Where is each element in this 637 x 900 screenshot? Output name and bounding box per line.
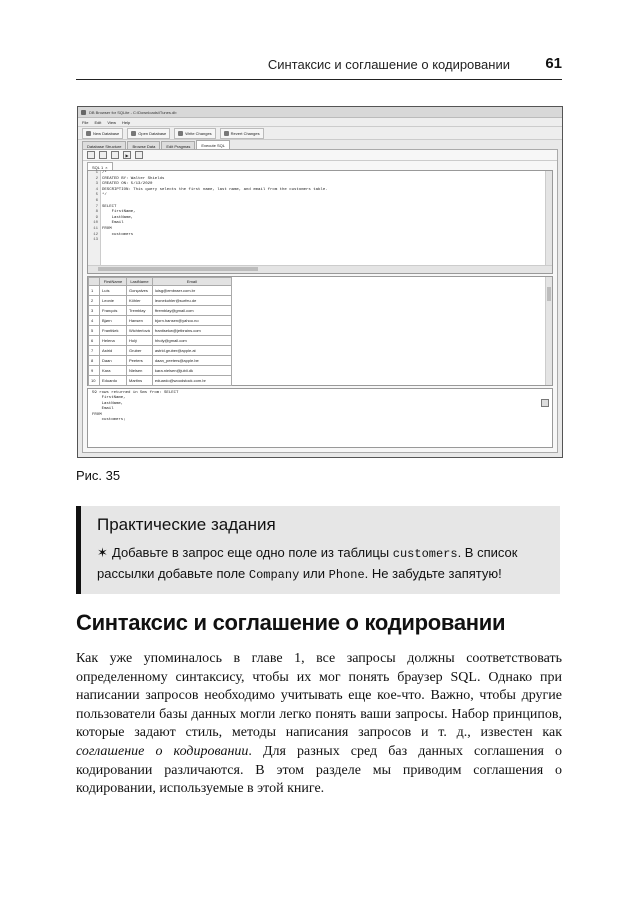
table-row[interactable] [89,306,232,316]
line-number: 7 [95,204,98,209]
table-cell[interactable]: Gruber [127,346,153,356]
practice-text: . Не забудьте запятую! [364,566,502,581]
line-number: 3 [95,182,98,187]
row-number: 6 [89,336,100,346]
body-paragraph [76,650,562,799]
sql-code [102,171,544,238]
table-row[interactable] [89,326,232,336]
row-number: 3 [89,306,100,316]
results-grid [87,276,553,386]
section-title: Синтаксис и соглашение о кодировании [76,610,506,635]
new-database-button[interactable] [82,128,123,139]
menu-help[interactable]: Help [121,119,131,125]
table-cell[interactable]: Peeters [127,356,153,366]
practice-text: . В список рассылки добавьте поле [97,545,518,581]
star-bullet-icon: ✶ [97,545,108,560]
menu-edit[interactable]: Edit [94,119,102,125]
sql-editor[interactable] [87,170,553,274]
open-database-icon [131,131,136,136]
table-cell[interactable]: Luís [100,286,127,296]
sql-toolbar [83,150,557,161]
code-line: */ [102,193,107,198]
practice-box [76,506,560,594]
line-number: 2 [95,176,98,181]
table-cell[interactable]: hholy@gmail.com [152,336,231,346]
code-line: SELECT [102,204,117,209]
row-number: 1 [89,286,100,296]
menu-file[interactable]: File [82,119,89,125]
app-icon [81,110,86,115]
table-cell[interactable]: Köhler [127,296,153,306]
line-number: 9 [95,215,98,220]
open-database-label: Open Database [138,130,167,136]
row-number: 9 [89,366,100,376]
table-cell[interactable]: Hansen [127,316,153,326]
table-cell[interactable]: Helena [100,336,127,346]
table-cell[interactable]: bjorn.hansen@yahoo.no [152,316,231,326]
table-cell[interactable]: leonekohler@surfeu.de [152,296,231,306]
table-cell[interactable]: ftremblay@gmail.com [152,306,231,316]
code-line: CREATED BY: Walter Shields [102,176,165,181]
table-row[interactable] [89,286,232,296]
message-line: Email [92,407,114,412]
code-line: customers [102,232,134,237]
practice-text: или [299,566,329,581]
table-header-row [89,278,232,286]
revert-changes-button[interactable] [220,128,264,139]
table-cell[interactable]: Martins [127,376,153,386]
window-title: DB Browser for SQLite - C:\Downloads\iTunes.db [89,109,177,115]
column-header [89,278,100,286]
revert-changes-label: Revert Changes [230,130,260,136]
close-icon[interactable]: × [105,164,108,170]
table-cell[interactable]: Nielsen [127,366,153,376]
revert-changes-icon [224,131,229,136]
code-line: CREATED ON: 5/13/2020 [102,182,153,187]
table-cell[interactable]: Gonçalves [127,286,153,296]
line-number: 5 [95,193,98,198]
inline-code: Phone [328,568,365,582]
line-number: 1 [95,171,98,175]
column-header[interactable]: FirstName [100,278,127,286]
emphasis-term: соглашение о кодировании [76,743,249,759]
editor-vertical-scrollbar[interactable] [545,171,552,265]
table-cell[interactable]: Holý [127,336,153,346]
table-cell[interactable]: František [100,326,127,336]
column-header[interactable]: Email [152,278,231,286]
line-number: 4 [95,187,98,192]
line-number: 8 [95,210,98,215]
message-line: 59 rows returned in 5ms from: SELECT [92,391,179,395]
row-number: 5 [89,326,100,336]
table-cell[interactable]: Kara [100,366,127,376]
table-cell[interactable]: François [100,306,127,316]
execute-icon[interactable]: ▶ [123,151,131,159]
tab-browse-data[interactable]: Browse Data [127,141,160,150]
code-line: FirstName, [102,210,136,215]
table-row[interactable] [89,296,232,306]
new-database-icon [86,131,91,136]
menu-bar [78,118,562,127]
row-number: 4 [89,316,100,326]
page-number: 61 [545,55,562,72]
paragraph-text: Как уже упоминалось в главе 1, все запросы должны соответствовать определенному синтаксису, чтобы их мог понять браузер SQL. Однако при написании запросов необходимо учитывать еще кое-что. Важно, чтобы другие пользователи базы данных могли легко понять ваши запросы. Набор принципов, которые задают стиль, методы написания запросов и т. д., известен как [76,651,562,741]
table-cell[interactable]: Bjørn [100,316,127,326]
message-line: LastName, [92,401,124,406]
paragraph-text: . Для разных сред баз данных соглашения о кодировании различаются. В этом разделе мы приводим соглашения о кодировании, используемые в этой книге. [76,743,562,797]
inline-code: customers [392,547,458,561]
code-line: FROM [102,226,112,231]
message-line: FirstName, [92,396,126,401]
tab-database-structure[interactable]: Database Structure [82,141,126,150]
new-database-label: New Database [93,130,120,136]
table-cell[interactable]: Wichterlová [127,326,153,336]
line-number: 13 [93,238,98,243]
tab-execute-sql[interactable]: Execute SQL [196,140,230,150]
execute-sql-panel [82,149,558,453]
clear-messages-button[interactable] [541,399,549,407]
running-head [76,55,562,80]
table-cell[interactable]: luisg@embraer.com.br [152,286,231,296]
code-line: LastName, [102,215,134,220]
figure-screenshot [77,106,563,458]
line-gutter [88,171,101,265]
table-cell[interactable]: astrid.gruber@apple.at [152,346,231,356]
row-number: 10 [89,376,100,386]
code-line: /* [102,171,107,175]
inline-code: Company [248,568,300,582]
table-cell[interactable]: Daan [100,356,127,366]
write-changes-icon [178,131,183,136]
table-cell[interactable]: kara.nielsen@jubii.dk [152,366,231,376]
code-line: Email [102,221,124,226]
table-cell[interactable]: Eduardo [100,376,127,386]
open-database-button[interactable] [127,128,170,139]
practice-title: Практические задания [97,515,276,534]
save-file-icon[interactable] [111,151,119,159]
open-tab-icon[interactable] [87,151,95,159]
table-cell[interactable]: Leonie [100,296,127,306]
message-line: customers; [92,417,126,422]
table-row[interactable] [89,366,232,376]
practice-item [97,543,547,585]
table-cell[interactable]: daan_peeters@apple.be [152,356,231,366]
running-title: Синтаксис и соглашение о кодировании [267,57,510,72]
tab-edit-pragmas[interactable]: Edit Pragmas [161,141,195,150]
code-line: DESCRIPTION: This query selects the first name, last name, and email from the customers table. [102,187,328,192]
editor-horizontal-scrollbar[interactable] [88,265,552,273]
window-title-bar [78,107,562,118]
column-header[interactable]: LastName [127,278,153,286]
message-pane [87,388,553,448]
line-number: 10 [93,221,98,226]
table-cell[interactable]: frantisekw@jetbrains.com [152,326,231,336]
figure-caption: Рис. 35 [76,468,121,483]
scroll-thumb[interactable] [547,287,551,301]
open-file-icon[interactable] [99,151,107,159]
table-cell[interactable]: Astrid [100,346,127,356]
line-number: 11 [93,226,98,231]
row-number: 7 [89,346,100,356]
message-line: FROM [92,412,102,417]
table-row[interactable] [89,336,232,346]
execute-line-icon[interactable] [135,151,143,159]
row-number: 8 [89,356,100,366]
row-number: 2 [89,296,100,306]
write-changes-button[interactable] [174,128,215,139]
table-cell[interactable]: eduardo@woodstock.com.br [152,376,231,386]
table-row[interactable] [89,356,232,366]
write-changes-label: Write Changes [185,130,212,136]
practice-text: Добавьте в запрос еще одно поле из таблицы [112,545,393,560]
line-number: 6 [95,198,98,203]
scroll-thumb[interactable] [98,267,258,271]
table-cell[interactable]: Tremblay [127,306,153,316]
sql-subtab-label: SQL 1 [92,164,104,170]
toolbar [78,127,562,140]
results-table [88,277,232,386]
results-vertical-scrollbar[interactable] [545,277,552,385]
menu-view[interactable]: View [107,119,116,125]
table-row[interactable] [89,346,232,356]
table-row[interactable] [89,316,232,326]
table-row[interactable] [89,376,232,386]
line-number: 12 [93,232,98,237]
